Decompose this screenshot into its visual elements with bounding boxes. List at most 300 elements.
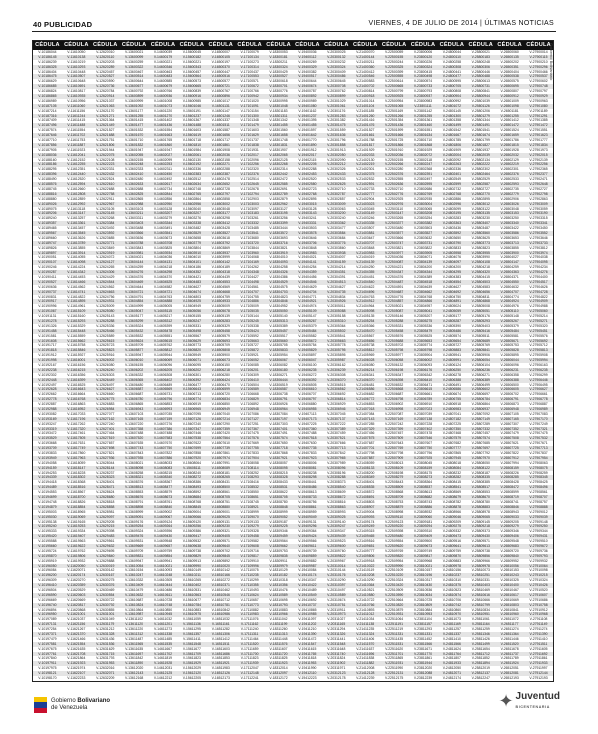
cedula-cell: V-14600221: [153, 59, 173, 64]
cedula-cell: V-19410084: [298, 568, 317, 573]
cedula-cell: V-26503340: [500, 221, 519, 226]
cedula-cell: V-13602480: [124, 177, 144, 182]
cedula-cell: V-11610219: [67, 59, 86, 64]
cedula-cell: V-23808175: [413, 470, 433, 475]
cedula-cell: V-17100079: [240, 50, 259, 54]
cedula-cell: V-18310589: [269, 592, 288, 597]
cedula-cell: V-17101348: [240, 118, 259, 123]
cedula-cell: V-20300025: [327, 50, 346, 54]
cedula-cell: V-24807579: [442, 436, 462, 441]
cedula-cell: V-23803822: [413, 245, 433, 250]
cedula-cell: V-22510820: [384, 602, 404, 607]
cedula-cell: V-27909250: [529, 524, 548, 529]
cedula-cell: V-12622108: [96, 157, 115, 162]
cedula-cell: V-14606069: [153, 358, 173, 363]
cedula-cell: V-19406272: [298, 372, 317, 377]
cedula-cell: V-22501725: [384, 138, 404, 143]
cedula-cell: V-18305457: [269, 328, 288, 333]
cedula-cell: V-12622610: [96, 182, 115, 187]
cedula-cell: V-10196894: [38, 607, 57, 612]
cedula-cell: V-25811894: [471, 661, 490, 666]
cedula-cell: V-20302533: [327, 177, 346, 182]
cedula-cell: V-15607347: [182, 426, 202, 431]
cedula-cell: V-13610479: [124, 587, 144, 592]
cedula-cell: V-20308816: [327, 499, 346, 504]
cedula-cell: V-18305389: [269, 323, 288, 328]
cedula-cell: V-21410580: [356, 592, 375, 597]
cedula-cell: V-27904988: [529, 304, 548, 309]
cedula-cell: V-22500399: [384, 69, 404, 74]
cedula-cell: V-25811346: [471, 631, 490, 636]
cedula-cell: V-10189206: [38, 211, 57, 216]
cedula-cell: V-26506605: [500, 387, 519, 392]
cedula-table: [32, 40, 554, 682]
cedula-cell: V-22506998: [384, 407, 404, 412]
cedula-cell: V-17104068: [240, 255, 259, 260]
cedula-cell: V-25810799: [471, 602, 490, 607]
cedula-cell: V-10189026: [38, 201, 57, 206]
cedula-cell: V-24806278: [442, 372, 462, 377]
cedula-cell: V-27907321: [529, 426, 548, 431]
cedula-cell: V-26503422: [500, 226, 519, 231]
cedula-cell: V-21401260: [356, 113, 375, 118]
cedula-cell: V-19408613: [298, 490, 317, 495]
cedula-cell: V-26502906: [500, 196, 519, 201]
cedula-cell: V-23808364: [413, 480, 433, 485]
cedula-cell: V-27909672: [529, 543, 548, 548]
cedula-cell: V-17106504: [240, 382, 259, 387]
cedula-cell: V-15607446: [182, 431, 202, 436]
cedula-cell: V-17101603: [240, 128, 259, 133]
cedula-cell: V-24805486: [442, 328, 462, 333]
cedula-cell: V-15609004: [182, 509, 202, 514]
cedula-cell: V-27907954: [529, 455, 548, 460]
cedula-cell: V-13601832: [124, 142, 144, 147]
cedula-cell: V-21411235: [356, 627, 375, 632]
cedula-cell: V-17101629: [240, 133, 259, 138]
cedula-cell: V-11616952: [67, 407, 86, 412]
cedula-cell: V-11614466: [67, 279, 86, 284]
cedula-cell: V-27902377: [529, 172, 548, 177]
cedula-cell: V-18300181: [269, 54, 288, 59]
cedula-cell: V-17103261: [240, 216, 259, 221]
cedula-cell: V-17104755: [240, 294, 259, 299]
cedula-cell: V-17107475: [240, 431, 259, 436]
cedula-cell: V-23806789: [413, 397, 433, 402]
cedula-cell: V-11613147: [67, 211, 86, 216]
cedula-cell: V-24808282: [442, 475, 462, 480]
cedula-cell: V-14604036: [153, 255, 173, 260]
cedula-cell: V-20310589: [327, 592, 346, 597]
cedula-cell: V-19405829: [298, 348, 317, 353]
cedula-cell: V-13609669: [124, 543, 144, 548]
cedula-cell: V-15606477: [182, 382, 202, 387]
cedula-cell: V-19404456: [298, 274, 317, 279]
cedula-cell: V-10188160: [38, 157, 57, 162]
cedula-cell: V-14604888: [153, 299, 173, 304]
cedula-cell: V-19407113: [298, 411, 317, 416]
cedula-cell: V-11611702: [67, 133, 86, 138]
cedula-cell: V-10192662: [38, 392, 57, 397]
cedula-cell: V-16500370: [211, 64, 230, 69]
cedula-cell: V-22509990: [384, 563, 404, 568]
page-header: [0, 0, 598, 30]
cedula-cell: V-10195660: [38, 543, 57, 548]
cedula-cell: V-26507307: [500, 421, 519, 426]
cedula-cell: V-25800613: [471, 79, 490, 84]
cedula-cell: V-10189826: [38, 245, 57, 250]
cedula-cell: V-22502036: [384, 152, 404, 157]
cedula-cell: V-25802134: [471, 157, 490, 162]
cedula-cell: V-11621708: [67, 651, 86, 656]
cedula-cell: V-11619806: [67, 553, 86, 558]
cedula-cell: V-21400070: [356, 50, 375, 54]
cedula-cell: V-12632209: [96, 676, 115, 680]
cedula-cell: V-15602061: [182, 152, 202, 157]
cedula-cell: V-21408059: [356, 460, 375, 465]
cedula-cell: V-27901623: [529, 133, 548, 138]
cedula-cell: V-15611411: [182, 636, 201, 641]
cedula-cell: V-22501436: [384, 123, 404, 128]
cedula-cell: V-24802401: [442, 172, 462, 177]
cedula-cell: V-21403149: [356, 211, 375, 216]
cedula-cell: V-25810331: [471, 578, 490, 583]
cedula-cell: V-15608592: [182, 490, 202, 495]
cedula-cell: V-14606731: [153, 392, 173, 397]
cedula-cell: V-10196050: [38, 563, 57, 568]
cedula-cell: V-16502797: [211, 191, 230, 196]
cedula-cell: V-20311902: [327, 661, 346, 666]
cedula-cell: V-24808569: [442, 490, 462, 495]
cedula-cell: V-26500538: [500, 74, 519, 79]
cedula-cell: V-23805275: [413, 318, 433, 323]
cedula-cell: V-11610050: [67, 50, 86, 54]
cedula-cell: V-17104427: [240, 274, 259, 279]
cedula-cell: V-26508226: [500, 470, 519, 475]
cedula-cell: V-15607240: [182, 421, 202, 426]
cedula-cell: V-20310497: [327, 587, 346, 592]
cedula-cell: V-17105035: [240, 309, 259, 314]
cedula-cell: V-12627519: [96, 436, 115, 441]
cedula-cell: V-20302326: [327, 167, 346, 172]
cedula-cell: V-21402301: [356, 167, 375, 172]
cedula-cell: V-12626240: [96, 367, 115, 372]
cedula-cell: V-25807092: [471, 411, 490, 416]
cedula-cell: V-18301748: [269, 138, 288, 143]
cedula-cell: V-20301382: [327, 118, 346, 123]
cedula-cell: V-12628044: [96, 460, 115, 465]
cedula-cell: V-25806697: [471, 392, 490, 397]
cedula-cell: V-16510371: [211, 583, 230, 588]
cedula-cell: V-11618147: [67, 465, 86, 470]
cedula-cell: V-27905271: [529, 318, 548, 323]
cedula-cell: V-14606796: [153, 397, 173, 402]
cedula-cell: V-20305541: [327, 333, 346, 338]
cedula-cell: V-19409131: [298, 519, 317, 524]
cedula-cell: V-12628981: [96, 509, 115, 514]
cedula-cell: V-14611485: [153, 636, 173, 641]
cedula-cell: V-10191608: [38, 338, 57, 343]
cedula-cell: V-27905576: [529, 333, 548, 338]
cedula-cell: V-27911861: [529, 656, 548, 661]
cedula-cell: V-11611415: [67, 118, 86, 123]
cedula-cell: V-25810073: [471, 568, 490, 573]
cedula-cell: V-13605532: [124, 333, 144, 338]
cedula-cell: V-10195420: [38, 534, 57, 539]
cedula-cell: V-26509720: [500, 548, 519, 553]
cedula-cell: V-16504142: [211, 260, 230, 265]
cedula-cell: V-24808966: [442, 509, 462, 514]
cedula-cell: V-22505688: [384, 338, 404, 343]
cedula-cell: V-26503900: [500, 250, 519, 255]
cedula-cell: V-20304159: [327, 260, 346, 265]
cedula-cell: V-15606392: [182, 377, 202, 382]
cedula-cell: V-11612859: [67, 196, 86, 201]
cedula-cell: V-19410737: [298, 602, 317, 607]
cedula-cell: V-12630019: [96, 563, 115, 568]
cedula-cell: V-25806499: [471, 382, 490, 387]
cedula-cell: V-11614822: [67, 294, 86, 299]
cedula-cell: V-16506424: [211, 377, 230, 382]
cedula-cell: V-11610448: [67, 69, 86, 74]
cedula-cell: V-27903315: [529, 216, 548, 221]
cedula-cell: V-26506231: [500, 367, 519, 372]
cedula-cell: V-19407173: [298, 416, 317, 421]
cedula-cell: V-15607126: [182, 416, 202, 421]
cedula-cell: V-10190996: [38, 304, 57, 309]
cedula-cell: V-22509554: [384, 539, 404, 544]
cedula-cell: V-15605247: [182, 318, 202, 323]
cedula-cell: V-21404250: [356, 265, 375, 270]
cedula-cell: V-17100314: [240, 64, 259, 69]
cedula-cell: V-22500555: [384, 74, 404, 79]
cedula-cell: V-24808679: [442, 495, 462, 500]
cedula-cell: V-26501659: [500, 133, 519, 138]
cedula-cell: V-25809613: [471, 543, 490, 548]
cedula-cell: V-13600792: [124, 89, 144, 94]
cedula-cell: V-24805941: [442, 353, 462, 358]
cedula-cell: V-21410022: [356, 563, 375, 568]
cedula-cell: V-16510986: [211, 612, 230, 617]
cedula-cell: V-26504632: [500, 284, 519, 289]
cedula-cell: V-27904234: [529, 265, 548, 270]
cedula-cell: V-17104886: [240, 299, 259, 304]
cedula-cell: V-23807750: [413, 446, 433, 451]
cedula-cell: V-25807792: [471, 451, 490, 456]
cedula-cell: V-12621449: [96, 123, 115, 128]
cedula-cell: V-24804200: [442, 265, 462, 270]
cedula-cell: V-21401817: [356, 142, 375, 147]
cedula-cell: V-27901291: [529, 113, 548, 118]
cedula-cell: V-17107576: [240, 436, 259, 441]
cedula-cell: V-22508198: [384, 470, 404, 475]
cedula-cell: V-22510420: [384, 583, 404, 588]
cedula-cell: V-26507994: [500, 460, 519, 465]
cedula-cell: V-20309822: [327, 553, 346, 558]
cedula-cell: V-12621806: [96, 142, 115, 147]
cedula-cell: V-13608098: [124, 465, 144, 470]
cedula-cell: V-16509640: [211, 543, 230, 548]
cedula-cell: V-19410549: [298, 592, 317, 597]
cedula-cell: V-16500721: [211, 84, 230, 89]
header-rule: [32, 31, 556, 32]
cedula-cell: V-23806410: [413, 377, 433, 382]
cedula-cell: V-16503048: [211, 206, 230, 211]
cedula-cell: V-17108651: [240, 495, 259, 500]
cedula-cell: V-21405470: [356, 328, 375, 333]
cedula-cell: V-15604421: [182, 274, 202, 279]
cedula-cell: V-18303919: [269, 250, 288, 255]
cedula-cell: V-14611667: [153, 646, 173, 651]
cedula-cell: V-11622233: [67, 676, 86, 680]
cedula-cell: V-27909148: [529, 519, 548, 524]
cedula-cell: V-11621923: [67, 661, 86, 666]
cedula-cell: V-14611032: [153, 617, 173, 622]
cedula-cell: V-15603529: [182, 230, 202, 235]
cedula-cell: V-22511064: [385, 617, 404, 622]
cedula-cell: V-18307401: [269, 426, 288, 431]
cedula-cell: V-25806864: [471, 402, 490, 407]
cedula-cell: V-16502271: [211, 162, 230, 167]
cedula-cell: V-12629888: [96, 558, 115, 563]
cedula-cell: V-12626303: [96, 372, 115, 377]
cedula-cell: V-11621974: [67, 666, 86, 671]
cedula-cell: V-12631536: [96, 641, 115, 646]
cedula-cell: V-15603779: [182, 240, 202, 245]
cedula-cell: V-10190917: [38, 299, 57, 304]
cedula-cell: V-25805841: [471, 348, 490, 353]
cedula-cell: V-19406880: [298, 402, 317, 407]
cedula-cell: V-13611635: [125, 646, 144, 651]
cedula-cell: V-14606993: [153, 407, 173, 412]
cedula-cell: V-17109328: [240, 529, 259, 534]
cedula-cell: V-23804518: [413, 279, 433, 284]
column-header: CÉDULA: [295, 42, 320, 48]
cedula-cell: V-10187496: [38, 123, 57, 128]
cedula-cell: V-24808084: [442, 465, 462, 470]
cedula-cell: V-27904038: [529, 255, 548, 260]
cedula-cell: V-13600322: [124, 64, 144, 69]
cedula-cell: V-19406100: [298, 363, 317, 367]
cedula-cell: V-23801142: [413, 108, 433, 113]
cedula-cell: V-10189357: [38, 221, 57, 226]
cedula-cell: V-18300429: [269, 69, 288, 74]
cedula-cell: V-27905712: [529, 343, 548, 348]
star-icon: ✦: [498, 691, 514, 711]
cedula-cell: V-18306444: [269, 377, 288, 382]
cedula-cell: V-12630167: [96, 573, 115, 578]
cedula-cell: V-25810951: [471, 612, 490, 617]
cedula-cell: V-11618567: [67, 490, 86, 495]
cedula-cell: V-14606308: [153, 372, 173, 377]
cedula-cell: V-10190831: [38, 294, 57, 299]
cedula-cell: V-19403331: [298, 221, 317, 226]
cedula-cell: V-14604721: [153, 289, 173, 294]
cedula-cell: V-11621864: [67, 656, 86, 661]
cedula-cell: V-11616356: [67, 372, 86, 377]
cedula-cell: V-10191912: [38, 353, 57, 358]
cedula-cell: V-13612020: [124, 666, 144, 671]
cedula-cell: V-17101154: [240, 108, 259, 113]
cedula-cell: V-11622107: [67, 671, 86, 676]
cedula-cell: V-12624931: [96, 299, 115, 304]
cedula-cell: V-25806937: [471, 407, 490, 412]
cedula-cell: V-14608033: [153, 460, 173, 465]
cedula-cell: V-17104348: [240, 270, 259, 275]
cedula-cell: V-22507509: [384, 436, 404, 441]
cedula-cell: V-16507290: [211, 421, 230, 426]
cedula-cell: V-27902139: [529, 157, 548, 162]
cedula-cell: V-20304391: [327, 274, 346, 279]
cedula-cell: V-25804108: [471, 260, 490, 265]
cedula-cell: V-25808122: [471, 465, 490, 470]
cedula-cell: V-16506073: [211, 358, 230, 363]
cedula-cell: V-16510020: [211, 563, 230, 568]
cedula-cell: V-14605399: [153, 323, 173, 328]
cedula-cell: V-22505288: [384, 318, 404, 323]
cedula-cell: V-22506687: [384, 392, 404, 397]
cedula-cell: V-21404964: [356, 304, 375, 309]
cedula-cell: V-19409296: [298, 524, 317, 529]
cedula-cell: V-24806983: [442, 407, 462, 412]
cedula-cell: V-10192988: [38, 407, 57, 412]
cedula-cell: V-25803823: [471, 245, 490, 250]
cedula-cell: V-22503147: [384, 211, 404, 216]
cedula-cell: V-15609066: [182, 514, 202, 519]
cedula-cell: V-23812239: [413, 676, 433, 680]
cedula-cell: V-21404019: [356, 255, 375, 260]
cedula-cell: V-19411472: [298, 636, 317, 641]
cedula-cell: V-11612152: [67, 157, 86, 162]
cedula-cell: V-18306271: [269, 372, 288, 377]
cedula-cell: V-13610247: [124, 573, 144, 578]
cedula-cell: V-10189075: [38, 206, 57, 211]
cedula-cell: V-25807457: [471, 431, 490, 436]
cedula-cell: V-17105872: [240, 348, 259, 353]
cedula-cell: V-10191717: [38, 343, 57, 348]
cedula-cell: V-18307491: [269, 431, 288, 436]
cedula-cell: V-12627240: [96, 421, 115, 426]
cedula-cell: V-25809065: [471, 514, 490, 519]
cedula-cell: V-14611273: [153, 627, 173, 632]
cedula-cell: V-11610956: [67, 98, 86, 103]
cedula-cell: V-12624429: [96, 274, 115, 279]
cedula-cell: V-13608021: [124, 460, 144, 465]
cedula-cell: V-20300486: [327, 74, 346, 79]
cedula-cell: V-22506058: [384, 358, 404, 363]
cedula-cell: V-23805904: [413, 353, 433, 358]
cedula-cell: V-15602956: [182, 201, 202, 206]
cedula-cell: V-17108114: [240, 465, 259, 470]
cedula-cell: V-16511603: [211, 646, 230, 651]
cedula-cell: V-23808273: [413, 475, 433, 480]
cedula-cell: V-10194253: [38, 470, 57, 475]
cedula-cell: V-21404622: [356, 284, 375, 289]
cedula-cell: V-16507974: [211, 455, 230, 460]
cedula-cell: V-25809373: [471, 529, 490, 534]
cedula-cell: V-14609264: [153, 524, 173, 529]
cedula-cell: V-16503999: [211, 255, 230, 260]
cedula-cell: V-21407018: [356, 407, 375, 412]
cedula-cell: V-11610648: [67, 79, 86, 84]
cedula-cell: V-12631049: [96, 617, 115, 622]
cedula-cell: V-26512051: [500, 666, 519, 671]
cedula-cell: V-11621037: [67, 617, 86, 622]
cedula-cell: V-11613457: [67, 226, 86, 231]
cedula-cell: V-10197479: [38, 636, 57, 641]
cedula-cell: V-11617505: [67, 436, 86, 441]
cedula-cell: V-17108550: [240, 490, 259, 495]
